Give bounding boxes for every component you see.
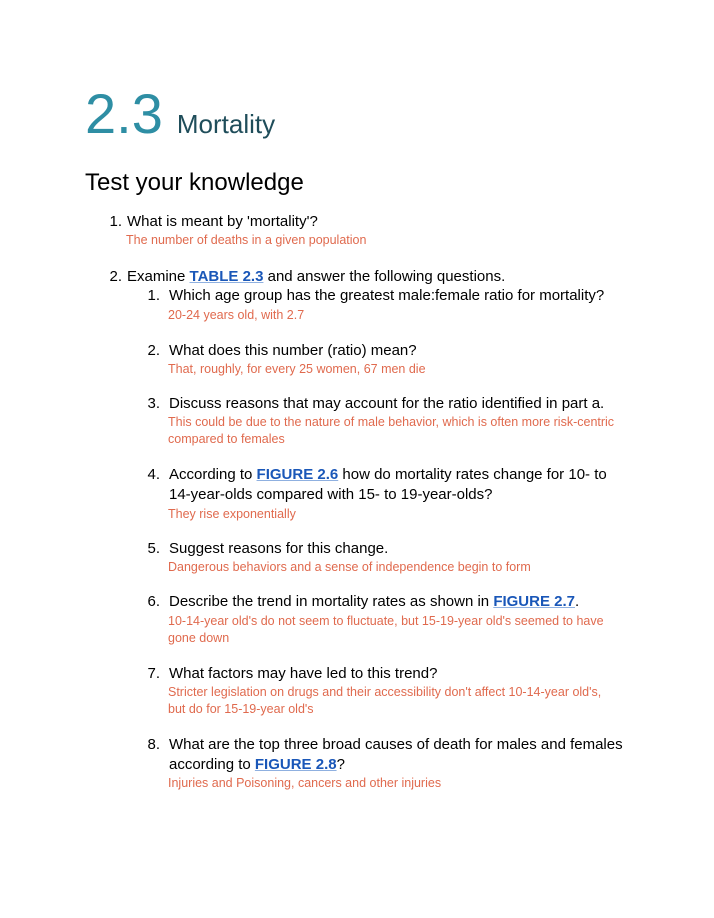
- figure-2-8-link[interactable]: FIGURE 2.8: [254, 756, 337, 773]
- subquestion-3-number: 3.: [147, 395, 160, 412]
- page-subheading: Test your knowledge: [85, 169, 304, 196]
- subquestion-7-number: 7.: [147, 665, 160, 682]
- question-1-answer: The number of deaths in a given population: [126, 233, 367, 247]
- subquestion-5-answer: Dangerous behaviors and a sense of independence begin to form: [168, 560, 531, 574]
- subquestion-1-answer: 20-24 years old, with 2.7: [168, 308, 305, 322]
- subquestion-1-text: Which age group has the greatest male:female ratio for mortality?: [169, 287, 605, 304]
- figure-2-6-link[interactable]: FIGURE 2.6: [256, 466, 339, 483]
- question-2-text: [127, 267, 505, 287]
- subquestion-8-text-before: according to: [169, 756, 255, 773]
- subquestion-1-number: 1.: [147, 287, 160, 304]
- subquestion-7-answer-line-2: but do for 15-19-year old's: [168, 702, 314, 716]
- question-1-text: What is meant by 'mortality'?: [127, 213, 318, 230]
- subquestion-3-answer-line-2: compared to females: [168, 432, 285, 446]
- subquestion-6-number: 6.: [147, 593, 160, 610]
- subquestion-7-text: What factors may have led to this trend?: [169, 665, 438, 682]
- subquestion-3-answer-line-1: This could be due to the nature of male behavior, which is often more risk-centric: [168, 415, 615, 429]
- subquestion-4-answer: They rise exponentially: [168, 507, 296, 521]
- question-2-number: 2.: [109, 268, 122, 285]
- subquestion-8-answer: Injuries and Poisoning, cancers and other injuries: [168, 776, 442, 790]
- section-title: Mortality: [176, 109, 276, 139]
- subquestion-5-number: 5.: [147, 540, 160, 557]
- question-2-text-after: and answer the following questions.: [263, 268, 506, 285]
- subquestion-8-text-line-2: [169, 755, 345, 775]
- section-heading: [85, 82, 275, 146]
- question-2-text-before: Examine: [127, 268, 190, 285]
- subquestion-6-text-before: Describe the trend in mortality rates as shown in: [169, 593, 494, 610]
- subquestion-2-answer: That, roughly, for every 25 women, 67 men die: [168, 362, 426, 376]
- table-2-3-link[interactable]: TABLE 2.3: [189, 268, 264, 285]
- subquestion-8-text-after: ?: [336, 756, 345, 773]
- section-number: 2.3: [85, 82, 163, 145]
- subquestion-4-number: 4.: [147, 466, 160, 483]
- subquestion-6-answer-line-2: gone down: [168, 631, 230, 645]
- subquestion-8-text-line-1: What are the top three broad causes of death for males and females: [169, 736, 623, 753]
- subquestion-4-text-before: According to: [169, 466, 257, 483]
- subquestion-6-answer-line-1: 10-14-year old's do not seem to fluctuate, but 15-19-year old's seemed to have: [168, 614, 604, 628]
- question-1-number: 1.: [109, 213, 122, 230]
- subquestion-2-number: 2.: [147, 342, 160, 359]
- subquestion-2-text: What does this number (ratio) mean?: [169, 342, 417, 359]
- subquestion-4-text-line-2: 14-year-olds compared with 15- to 19-year-olds?: [169, 486, 493, 503]
- figure-2-7-link[interactable]: FIGURE 2.7: [493, 593, 575, 610]
- subquestion-4-text-after: how do mortality rates change for 10- to: [338, 466, 607, 483]
- subquestion-6-text: [169, 592, 579, 612]
- subquestion-4-text-line-1: [169, 465, 607, 485]
- subquestion-3-text: Discuss reasons that may account for the ratio identified in part a.: [169, 395, 605, 412]
- subquestion-8-number: 8.: [147, 736, 160, 753]
- subquestion-7-answer-line-1: Stricter legislation on drugs and their accessibility don't affect 10-14-year old's,: [168, 685, 602, 699]
- subquestion-5-text: Suggest reasons for this change.: [169, 540, 389, 557]
- subquestion-6-text-after: .: [575, 593, 580, 610]
